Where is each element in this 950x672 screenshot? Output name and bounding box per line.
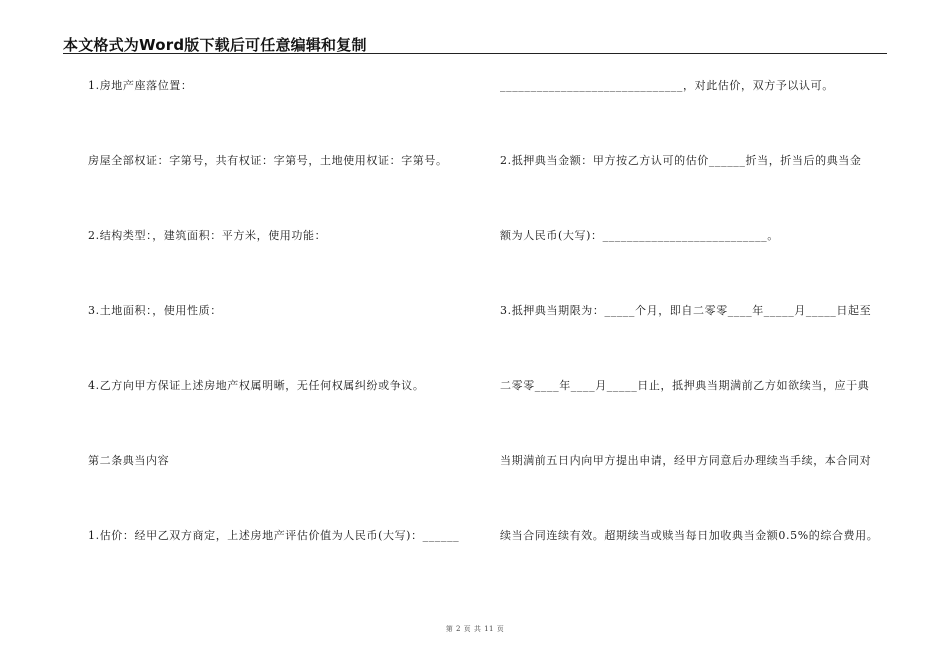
- right-line-term-end: 二零零____年____月_____日止，抵押典当期满前乙方如欲续当，应于典: [500, 379, 870, 392]
- right-line-renewal-application: 当期满前五日内向甲方提出申请，经甲方同意后办理续当手续，本合同对: [500, 454, 872, 467]
- right-line-pawn-term: 3.抵押典当期限为：_____个月，即自二零零____年_____月_____日起至: [500, 304, 872, 317]
- section-heading-pawn-content: 第二条典当内容: [88, 454, 170, 467]
- left-line-ownership-guarantee: 4.乙方向甲方保证上述房地产权属明晰，无任何权属纠纷或争议。: [88, 379, 425, 392]
- right-line-amount-in-words: 额为人民币(大写)：___________________________。: [500, 229, 779, 242]
- right-line-pawn-amount: 2.抵押典当金额：甲方按乙方认可的估价______折当，折当后的典当金: [500, 154, 862, 167]
- left-line-land-area: 3.土地面积：，使用性质：: [88, 304, 222, 317]
- left-line-property-location: 1.房地产座落位置：: [88, 79, 193, 92]
- document-header-title: 本文格式为Word版下载后可任意编辑和复制: [63, 36, 367, 54]
- page-number-footer: 第 2 页 共 11 页: [445, 625, 505, 633]
- right-line-renewal-fees: 续当合同连续有效。超期续当或赎当每日加收典当金额0.5%的综合费用。: [500, 529, 879, 542]
- right-line-valuation-agreed: ______________________________，对此估价，双方予以认可。: [500, 79, 834, 92]
- right-column: [500, 0, 890, 672]
- left-line-ownership-certificates: 房屋全部权证：字第号，共有权证：字第号，土地使用权证：字第号。: [88, 154, 448, 167]
- left-column: [88, 0, 468, 672]
- left-line-valuation: 1.估价：经甲乙双方商定，上述房地产评估价值为人民币(大写)：______: [88, 529, 460, 542]
- left-line-structure-type: 2.结构类型：，建筑面积：平方米，使用功能：: [88, 229, 327, 242]
